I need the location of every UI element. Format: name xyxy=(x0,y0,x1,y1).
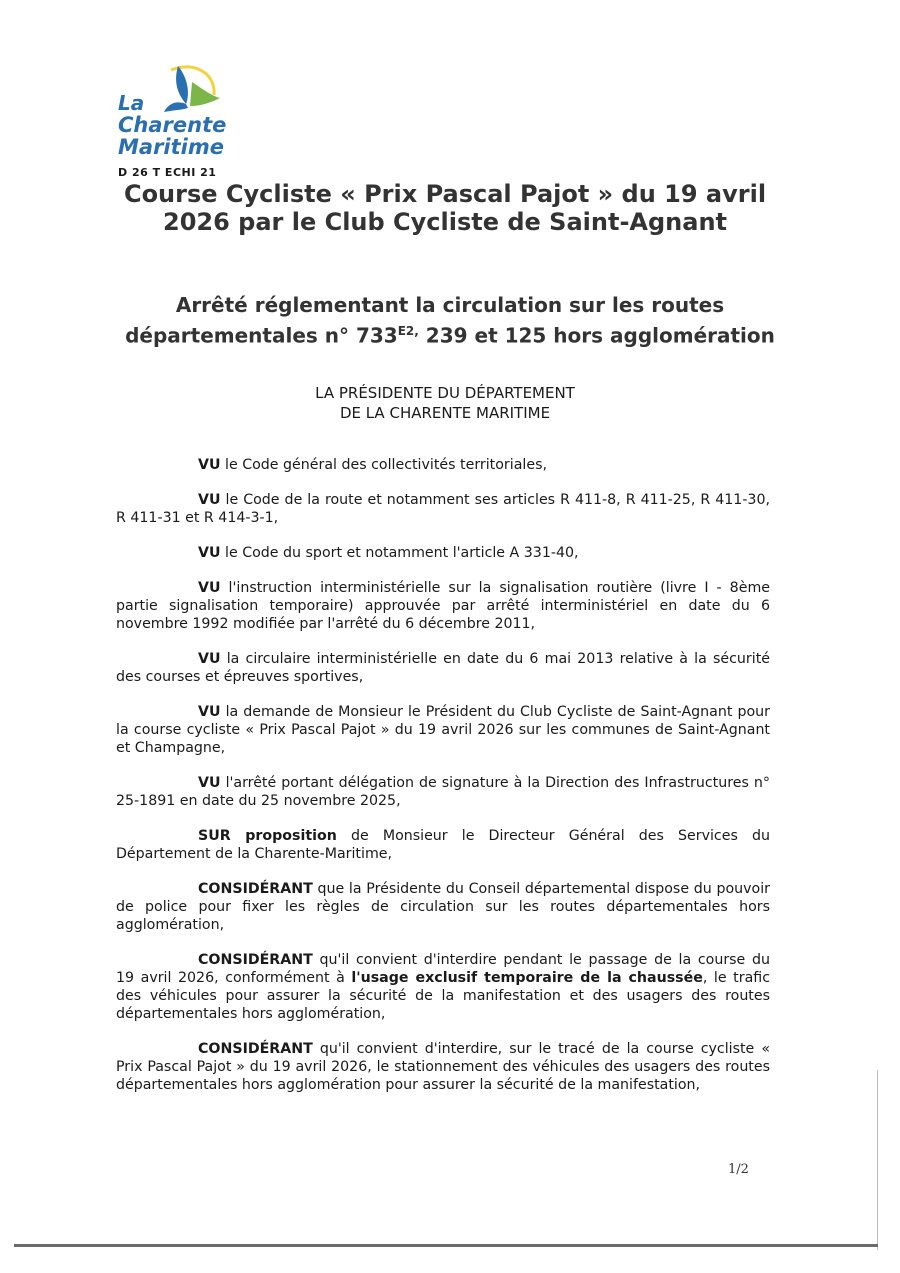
para-text-end: , le trafic des véhicules pour assurer la sécurité de la manifestation et des usagers des routes départementales hors agglomération, xyxy=(116,970,770,1022)
para-lead: SUR proposition xyxy=(198,828,337,844)
subtitle-part1: Arrêté réglementant la circulation sur les routes départementales n° 733 xyxy=(125,293,725,348)
para-text: l'arrêté portant délégation de signature à la Direction des Infrastructures n° 25-1891 en date du 25 novembre 2025, xyxy=(116,775,770,809)
para-bold-mid: l'usage exclusif temporaire de la chaussée xyxy=(351,970,703,986)
paragraph-considerant-trafic xyxy=(116,951,770,1023)
para-text: que la Présidente du Conseil départemental dispose du pouvoir de police pour fixer les règles de circulation sur les routes départementales hors agglomération, xyxy=(116,881,770,933)
para-text: le Code du sport et notamment l'article A 331-40, xyxy=(220,545,579,561)
paragraph-vu-demande xyxy=(116,703,770,757)
document-body xyxy=(116,456,770,1111)
logo-word-charente: Charente xyxy=(118,113,227,137)
para-text: la circulaire interministérielle en date du 6 mai 2013 relative à la sécurité des courses et épreuves sportives, xyxy=(116,651,770,685)
para-lead: VU xyxy=(198,457,221,473)
paragraph-vu-circulaire xyxy=(116,650,770,686)
authority-line2: DE LA CHARENTE MARITIME xyxy=(339,404,551,422)
subtitle-part2: 239 et 125 hors agglomération xyxy=(418,323,775,348)
para-lead: VU xyxy=(198,545,221,561)
page-number: 1/2 xyxy=(728,1162,749,1177)
scan-edge-line xyxy=(877,1070,878,1250)
para-lead: CONSIDÉRANT xyxy=(198,1041,313,1057)
paragraph-considerant-stationnement xyxy=(116,1040,770,1094)
para-text: l'instruction interministérielle sur la signalisation routière (livre I - 8ème partie signalisation temporaire) approuvée par arrêté interministériel en date du 6 novembre 1992 modifiée par l'arrêté du 6 décembre 2011, xyxy=(116,580,770,632)
paragraph-vu-instruction xyxy=(116,579,770,633)
document-reference: D 26 T ECHI 21 xyxy=(118,166,217,179)
para-text: de Monsieur le Directeur Général des Services du Département de la Charente-Maritime, xyxy=(116,828,770,862)
para-lead: VU xyxy=(198,492,221,508)
document-subtitle xyxy=(120,292,780,349)
para-lead: VU xyxy=(198,580,221,596)
paragraph-vu-cgct xyxy=(116,456,770,474)
para-lead: VU xyxy=(198,775,221,791)
paragraph-vu-delegation xyxy=(116,774,770,810)
logo-word-la: La xyxy=(118,91,145,115)
paragraph-vu-code-route xyxy=(116,491,770,527)
para-text: le Code de la route et notamment ses articles R 411-8, R 411-25, R 411-30, R 411-31 et R 414-3-1, xyxy=(116,492,770,526)
scan-bottom-line xyxy=(14,1244,878,1247)
para-lead: VU xyxy=(198,704,221,720)
paragraph-considerant-police xyxy=(116,880,770,934)
subtitle-superscript: E2, xyxy=(397,324,419,338)
para-text: la demande de Monsieur le Président du Club Cycliste de Saint-Agnant pour la course cycliste « Prix Pascal Pajot » du 19 avril 2026 sur les communes de Saint-Agnant et Champagne, xyxy=(116,704,770,756)
para-lead: VU xyxy=(198,651,221,667)
logo-wordmark xyxy=(118,92,226,158)
paragraph-sur-proposition xyxy=(116,827,770,863)
para-text: qu'il convient d'interdire, sur le tracé de la course cycliste « Prix Pascal Pajot » du 19 avril 2026, le stationnement des véhicules des usagers des routes départementales hors agglomération pour assurer la sécurité de la manifestation, xyxy=(116,1041,770,1093)
logo-word-maritime: Maritime xyxy=(118,135,224,159)
para-lead: CONSIDÉRANT xyxy=(198,881,313,897)
authority-block xyxy=(120,383,770,423)
document-title: Course Cycliste « Prix Pascal Pajot » du 19 avril 2026 par le Club Cycliste de Saint-Agnant xyxy=(123,180,767,236)
paragraph-vu-code-sport xyxy=(116,544,770,562)
para-lead: CONSIDÉRANT xyxy=(198,952,313,968)
para-text: qu'il convient d'interdire pendant le passage de la course du 19 avril 2026, conformément à xyxy=(116,952,770,986)
authority-line1: LA PRÉSIDENTE DU DÉPARTEMENT xyxy=(315,384,575,402)
para-text: le Code général des collectivités territoriales, xyxy=(220,457,547,473)
